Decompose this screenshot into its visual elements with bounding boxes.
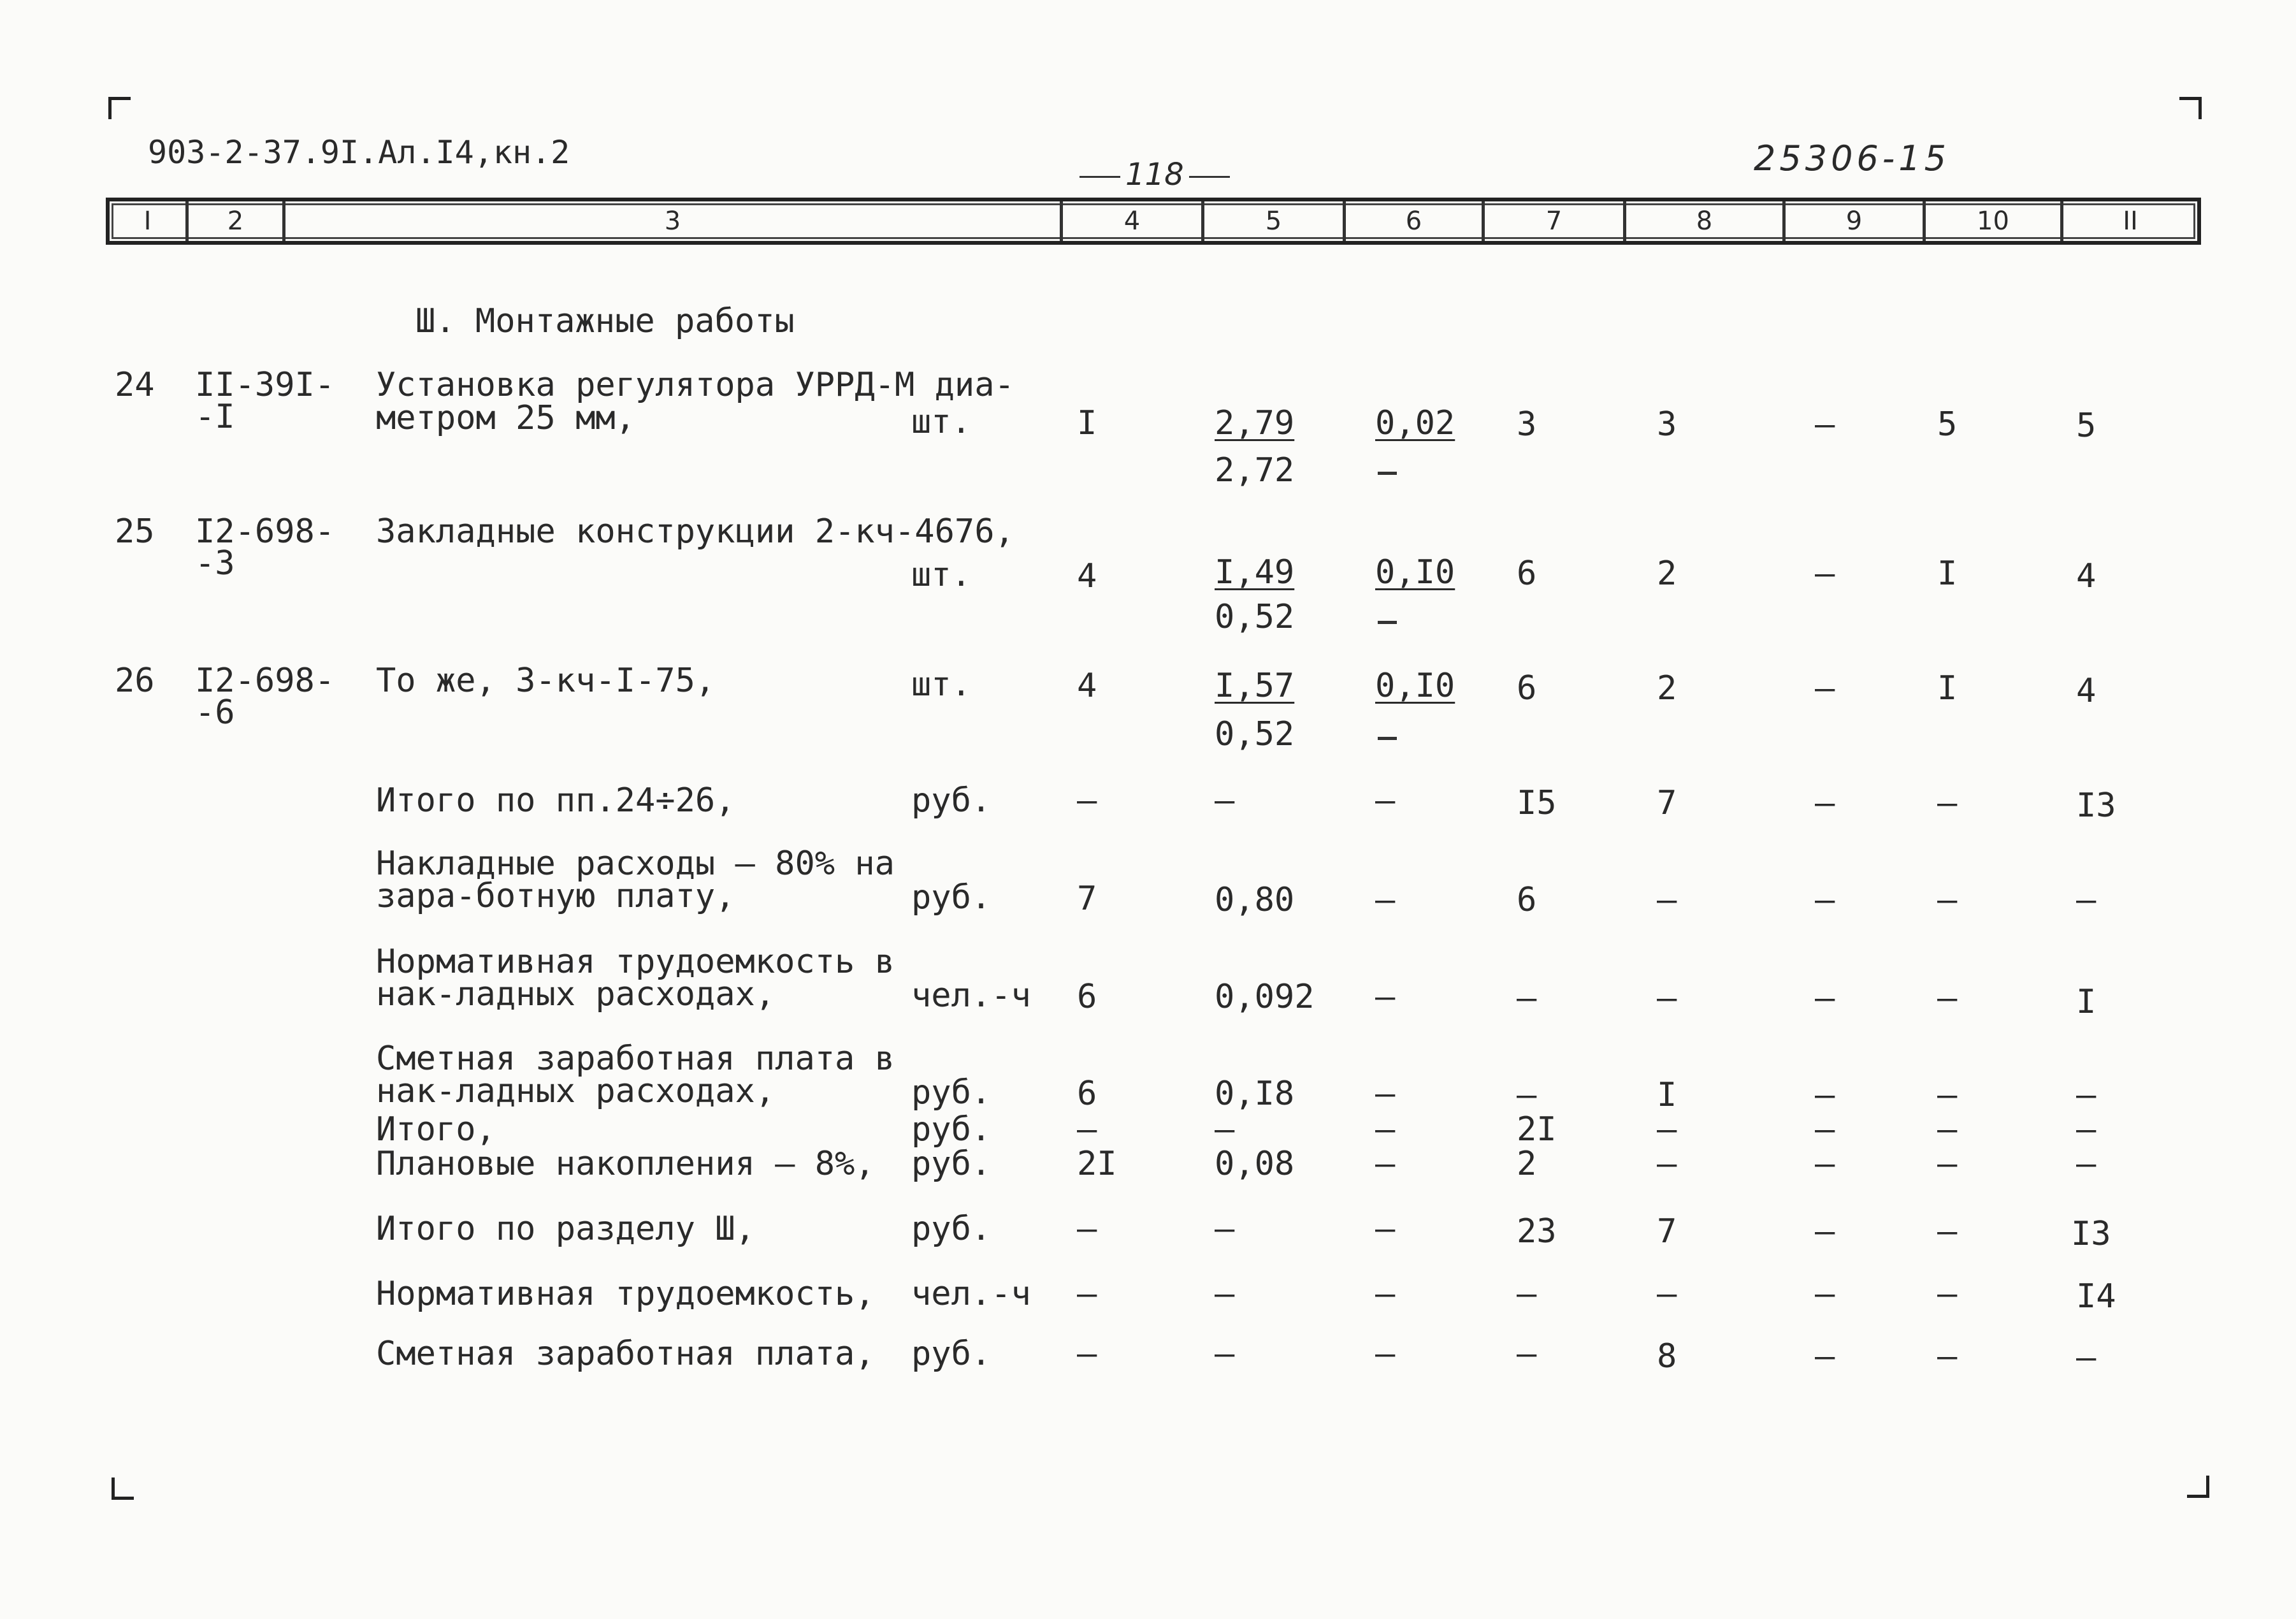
price-code-line-1: II-39I- — [195, 366, 335, 404]
col-9: – — [1815, 669, 1835, 708]
page-number: 118 — [1074, 159, 1235, 190]
total-cost: – — [1517, 979, 1537, 1017]
row-number: 24 — [115, 366, 155, 404]
col-11: – — [2076, 1339, 2097, 1377]
quantity: – — [1077, 1110, 1097, 1149]
unit: руб. — [911, 878, 992, 917]
total-cost: – — [1517, 1275, 1537, 1313]
total-cost: 6 — [1517, 669, 1537, 708]
machine-cost: 0,I0 — [1375, 553, 1455, 592]
col-9: – — [1815, 1212, 1835, 1251]
total-wages: 7 — [1657, 1212, 1677, 1251]
price-code-line-2: -I — [195, 398, 235, 436]
quantity: 6 — [1077, 978, 1097, 1016]
machine-cost: – — [1375, 1335, 1396, 1373]
work-description-line-2: метром 25 мм, — [376, 399, 635, 437]
unit-cost: 0,08 — [1215, 1145, 1295, 1183]
col-10: – — [1937, 1145, 1958, 1183]
column-header-11: II — [2123, 207, 2138, 236]
section-title: Ш. Монтажные работы — [415, 302, 795, 340]
unit-cost: I,57 — [1215, 667, 1295, 705]
total-cost: – — [1517, 1076, 1537, 1114]
col-10: – — [1937, 979, 1958, 1017]
unit-cost: 0,092 — [1215, 978, 1315, 1016]
col-9: – — [1815, 1076, 1835, 1114]
summary-label: Итого, — [376, 1110, 496, 1149]
col-9: – — [1815, 979, 1835, 1017]
column-header-9: 9 — [1786, 201, 1926, 241]
unit-cost: – — [1215, 1110, 1235, 1149]
col-10: – — [1937, 784, 1958, 822]
total-cost: 23 — [1517, 1212, 1557, 1251]
total-cost: – — [1517, 1335, 1537, 1373]
col-11: I4 — [2076, 1277, 2116, 1316]
col-11: I — [2076, 983, 2097, 1021]
quantity: – — [1077, 1275, 1097, 1313]
col-10: 5 — [1937, 405, 1958, 444]
unit: руб. — [911, 1335, 992, 1373]
dash — [1378, 621, 1397, 624]
col-9: – — [1815, 1337, 1835, 1376]
col-11: I3 — [2076, 787, 2116, 825]
price-code-line-1: I2-698- — [195, 662, 335, 700]
sheet-code: 25306-15 — [1754, 138, 1950, 178]
column-header-7: 7 — [1485, 201, 1626, 241]
corner-mark-top-left — [108, 97, 131, 119]
column-header-2: 2 — [189, 201, 285, 241]
unit: руб. — [911, 1110, 992, 1149]
total-wages: 7 — [1657, 784, 1677, 822]
summary-label: Накладные расходы – 80% на зара-ботную плату, — [376, 845, 895, 915]
col-10: – — [1937, 1337, 1958, 1376]
col-11: I3 — [2071, 1215, 2111, 1253]
column-header-8: 8 — [1626, 201, 1786, 241]
total-wages: – — [1657, 1275, 1677, 1313]
unit: руб. — [911, 781, 992, 820]
unit-cost: – — [1215, 1275, 1235, 1313]
col-10: I — [1937, 669, 1958, 708]
quantity: 7 — [1077, 880, 1097, 918]
column-header-3: 3 — [285, 201, 1063, 241]
unit-cost: – — [1215, 1210, 1235, 1248]
col-9: – — [1815, 784, 1835, 822]
machine-cost: 0,02 — [1375, 404, 1455, 442]
corner-mark-bottom-right — [2187, 1476, 2209, 1498]
quantity: I — [1077, 404, 1097, 442]
total-cost: 2I — [1517, 1110, 1557, 1149]
total-cost: 6 — [1517, 555, 1537, 593]
unit: руб. — [911, 1145, 992, 1183]
machine-cost: 0,I0 — [1375, 667, 1455, 705]
summary-label: Итого по пп.24÷26, — [376, 781, 735, 820]
col-11: – — [2076, 881, 2097, 919]
col-10: – — [1937, 1212, 1958, 1251]
col-11: – — [2076, 1076, 2097, 1114]
machine-cost: – — [1375, 881, 1396, 919]
corner-mark-bottom-left — [112, 1477, 134, 1500]
row-number: 25 — [115, 512, 155, 551]
unit-cost: 0,I8 — [1215, 1075, 1295, 1113]
quantity: – — [1077, 1210, 1097, 1248]
machine-cost: – — [1375, 1110, 1396, 1149]
price-code-line-2: -3 — [195, 544, 235, 583]
summary-label: Сметная заработная плата, — [376, 1335, 875, 1373]
unit-cost: 0,80 — [1215, 881, 1295, 919]
quantity: – — [1077, 1335, 1097, 1373]
unit-cost: 2,79 — [1215, 404, 1295, 442]
quantity: 4 — [1077, 667, 1097, 705]
machine-cost: – — [1375, 1075, 1396, 1113]
total-wages: I — [1657, 1076, 1677, 1114]
total-wages: – — [1657, 881, 1677, 919]
col-11: 4 — [2076, 557, 2097, 595]
col-10: – — [1937, 881, 1958, 919]
column-header-6: 6 — [1346, 201, 1485, 241]
unit-cost-wages: 2,72 — [1215, 451, 1295, 490]
col-9: – — [1815, 881, 1835, 919]
column-header-1: I — [110, 201, 189, 241]
unit: чел.-ч — [911, 976, 1031, 1015]
total-cost: 3 — [1517, 405, 1537, 444]
total-wages: – — [1657, 1145, 1677, 1183]
machine-cost: – — [1375, 1210, 1396, 1248]
row-number: 26 — [115, 662, 155, 700]
total-wages: 3 — [1657, 405, 1677, 444]
machine-cost: – — [1375, 1145, 1396, 1183]
summary-label: Сметная заработная плата в нак-ладных расходах, — [376, 1040, 895, 1110]
summary-label: Нормативная трудоемкость в нак-ладных расходах, — [376, 943, 895, 1013]
col-10: I — [1937, 555, 1958, 593]
unit: руб. — [911, 1073, 992, 1112]
unit: чел.-ч — [911, 1275, 1031, 1313]
corner-mark-top-right — [2179, 97, 2202, 119]
total-wages: 2 — [1657, 669, 1677, 708]
unit: руб. — [911, 1210, 992, 1248]
total-wages: 8 — [1657, 1337, 1677, 1376]
total-cost: I5 — [1517, 784, 1557, 822]
summary-label: Нормативная трудоемкость, — [376, 1275, 875, 1313]
quantity: – — [1077, 781, 1097, 820]
col-11: – — [2076, 1110, 2097, 1149]
machine-cost: – — [1375, 781, 1396, 820]
col-9: – — [1815, 1145, 1835, 1183]
col-9: – — [1815, 555, 1835, 593]
col-10: – — [1937, 1110, 1958, 1149]
summary-label: Плановые накопления – 8%, — [376, 1145, 875, 1183]
column-header-10: 10 — [1926, 201, 2063, 241]
unit-cost: – — [1215, 1335, 1235, 1373]
work-description-line-1: Закладные конструкции 2-кч-4676, — [376, 512, 1014, 551]
col-11: 5 — [2076, 407, 2097, 445]
machine-cost: – — [1375, 978, 1396, 1016]
total-cost: 2 — [1517, 1145, 1537, 1183]
unit-cost-wages: 0,52 — [1215, 715, 1295, 753]
work-description-line-1: Установка регулятора УРРД-М диа- — [376, 366, 1014, 404]
quantity: 4 — [1077, 557, 1097, 595]
unit: шт. — [911, 556, 971, 594]
column-header-row — [106, 198, 2201, 245]
unit: шт. — [911, 403, 971, 441]
col-9: – — [1815, 1110, 1835, 1149]
column-header-5: 5 — [1204, 201, 1346, 241]
unit-cost: I,49 — [1215, 553, 1295, 592]
quantity: 6 — [1077, 1075, 1097, 1113]
unit-cost-wages: 0,52 — [1215, 598, 1295, 636]
document-code: 903-2-37.9I.Ал.I4,кн.2 — [148, 134, 570, 171]
price-code-line-2: -6 — [195, 693, 235, 732]
total-wages: – — [1657, 1110, 1677, 1149]
col-11: – — [2076, 1145, 2097, 1183]
summary-label: Итого по разделу Ш, — [376, 1210, 755, 1248]
column-header-4: 4 — [1063, 201, 1204, 241]
dash — [1378, 472, 1397, 475]
unit: шт. — [911, 665, 971, 704]
total-cost: 6 — [1517, 881, 1537, 919]
dash — [1378, 737, 1397, 740]
price-code-line-1: I2-698- — [195, 512, 335, 551]
quantity: 2I — [1077, 1145, 1117, 1183]
col-11: 4 — [2076, 672, 2097, 710]
col-10: – — [1937, 1076, 1958, 1114]
work-description-line-1: То же, 3-кч-I-75, — [376, 662, 716, 700]
machine-cost: – — [1375, 1275, 1396, 1313]
total-wages: – — [1657, 979, 1677, 1017]
col-9: – — [1815, 405, 1835, 444]
col-10: – — [1937, 1275, 1958, 1313]
unit-cost: – — [1215, 781, 1235, 820]
col-9: – — [1815, 1275, 1835, 1313]
total-wages: 2 — [1657, 555, 1677, 593]
